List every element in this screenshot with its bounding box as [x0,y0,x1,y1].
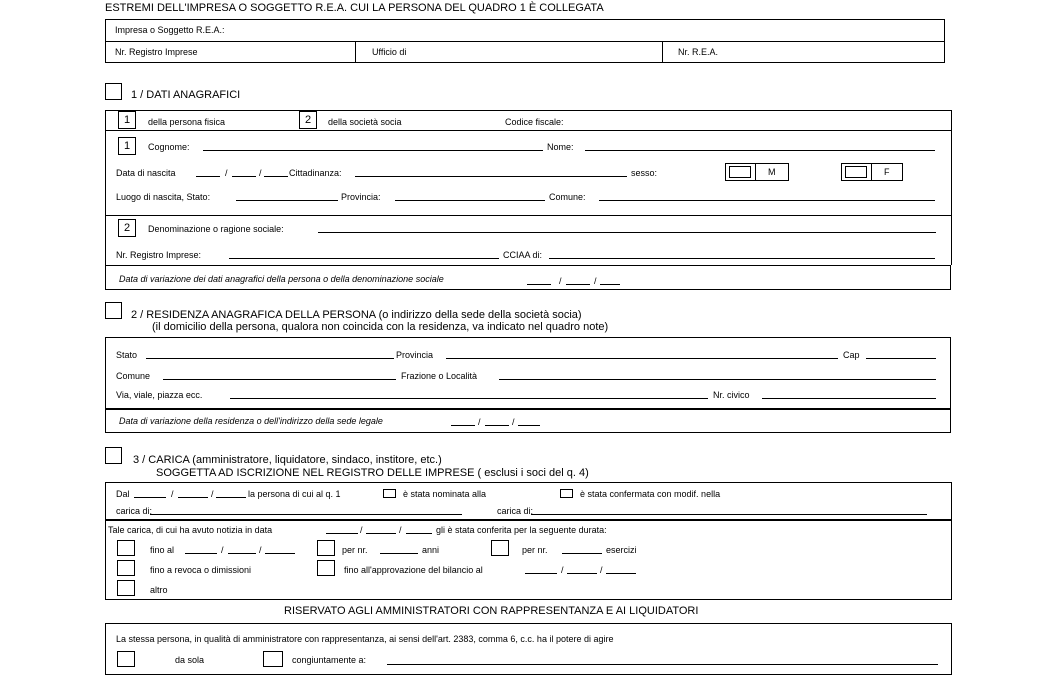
carica-di-input-1[interactable] [150,514,462,515]
slash: / [600,565,603,575]
luogo-nascita-label: Luogo di nascita, Stato: [116,192,211,202]
divider [105,41,945,42]
nominata-label: è stata nominata alla [403,489,487,499]
anni-input[interactable] [380,553,418,554]
data-nascita-label: Data di nascita [116,168,176,178]
stato-label: Stato [116,350,138,360]
confermata-label: è stata confermata con modif. nella [580,489,721,499]
rea-label: Nr. R.E.A. [678,47,719,57]
provincia-input[interactable] [446,358,838,359]
q3-subtitle: SOGGETTA AD ISCRIZIONE NEL REGISTRO DELLE IMPRESE ( esclusi i soci del q. 4) [156,467,589,479]
denominazione-input[interactable] [318,232,936,233]
slash: / [594,276,597,286]
stato-input[interactable] [146,358,394,359]
slash: / [512,417,515,427]
revoca-label: fino a revoca o dimissioni [150,565,252,575]
persona-fisica-label: della persona fisica [148,117,226,127]
stato-nascita-input[interactable] [236,200,338,201]
q1-checkbox[interactable] [105,83,122,100]
registro-imprese-q1-label: Nr. Registro Imprese: [116,250,202,260]
congiuntamente-input[interactable] [387,664,938,665]
comune-nascita-input[interactable] [599,200,935,201]
persona-q1-label: la persona di cui al q. 1 [248,489,341,499]
dal-mm[interactable] [178,497,208,498]
header-title: ESTREMI DELL'IMPRESA O SOGGETTO R.E.A. CUI LA PERSONA DEL QUADRO 1 È COLLEGATA [105,2,604,14]
variazione-res-mm[interactable] [485,425,509,426]
slash: / [171,489,174,499]
comune-label: Comune: [549,192,586,202]
frame-right [951,131,952,265]
via-label: Via, viale, piazza ecc. [116,390,203,400]
via-input[interactable] [230,398,708,399]
q2-title: 2 / RESIDENZA ANAGRAFICA DELLA PERSONA (o indirizzo della sede della società socia) [131,309,582,321]
tale-carica-label: Tale carica, di cui ha avuto notizia in data [108,525,273,535]
slash: / [478,417,481,427]
carica-di-label-1: carica di: [116,506,153,516]
sesso-label: sesso: [631,168,658,178]
anni-label: anni [422,545,440,555]
notizia-mm[interactable] [366,533,396,534]
divider [355,41,356,63]
q2-checkbox[interactable] [105,302,122,319]
provincia-nascita-input[interactable] [395,200,545,201]
sesso-f-label: F [884,167,890,177]
cciaa-label: CCIAA di: [503,250,543,260]
codice-fiscale-label: Codice fiscale: [505,117,564,127]
cognome-input[interactable] [203,150,543,151]
cap-label: Cap [843,350,860,360]
q3-title: 3 / CARICA (amministratore, liquidatore, sindaco, institore, etc.) [133,454,442,466]
slash: / [211,489,214,499]
q1-title: 1 / DATI ANAGRAFICI [131,89,241,101]
carica-di-label-2: carica di: [497,506,534,516]
slash: / [225,168,228,178]
da-sola-checkbox[interactable] [117,651,135,667]
nome-input[interactable] [585,150,935,151]
variazione-yy[interactable] [600,284,620,285]
sesso-f-checkbox[interactable] [845,166,867,178]
esercizi-input[interactable] [562,553,602,554]
bilancio-label: fino all'approvazione del bilancio al [344,565,483,575]
comune-input[interactable] [163,379,396,380]
stessa-persona-label: La stessa persona, in qualità di amministratore con rappresentanza, ai sensi dell'art. 2383, comma 6, c.c. ha il potere di agire [116,634,614,644]
per-nr-anni-label: per nr. [342,545,368,555]
variazione-res-yy[interactable] [518,425,540,426]
divider [871,163,872,181]
notizia-dd[interactable] [326,533,358,534]
dal-dd[interactable] [134,497,166,498]
slash: / [259,545,262,555]
divider [755,163,756,181]
data-nascita-yy[interactable] [264,176,288,177]
slash: / [360,525,363,535]
variazione-dd[interactable] [527,284,551,285]
per-nr-esercizi-label: per nr. [522,545,548,555]
esercizi-checkbox[interactable] [491,540,509,556]
variazione-residenza-label: Data di variazione della residenza o dell'indirizzo della sede legale [119,416,383,426]
cittadinanza-label: Cittadinanza: [289,168,342,178]
cittadinanza-input[interactable] [355,176,627,177]
q1-num-2: 2 [299,111,317,129]
anni-checkbox[interactable] [317,540,335,556]
bilancio-mm[interactable] [567,573,597,574]
slash: / [259,168,262,178]
congiuntamente-checkbox[interactable] [263,651,283,667]
registro-imprese-input[interactable] [229,258,499,259]
fino-al-mm[interactable] [228,553,256,554]
esercizi-label: esercizi [606,545,637,555]
data-nascita-mm[interactable] [232,176,256,177]
slash: / [221,545,224,555]
data-nascita-dd[interactable] [196,176,220,177]
fino-al-label: fino al [150,545,175,555]
q3-checkbox[interactable] [105,447,122,464]
impresa-label: Impresa o Soggetto R.E.A.: [115,25,225,35]
riservato-box [105,623,952,675]
frazione-input[interactable] [499,379,936,380]
confermata-checkbox[interactable] [560,489,573,498]
comune-q2-label: Comune [116,371,151,381]
sesso-m-label: M [768,167,776,177]
fino-al-dd[interactable] [185,553,217,554]
cognome-label: Cognome: [148,142,190,152]
societa-socia-label: della società socia [328,117,402,127]
notizia-yy[interactable] [406,533,432,534]
variazione-mm[interactable] [566,284,590,285]
civico-input[interactable] [762,398,936,399]
nome-label: Nome: [547,142,574,152]
nominata-checkbox[interactable] [383,489,396,498]
riservato-title: RISERVATO AGLI AMMINISTRATORI CON RAPPRESENTANZA E AI LIQUIDATORI [284,605,699,617]
provincia-label: Provincia: [341,192,381,202]
conferita-label: gli è stata conferita per la seguente durata: [436,525,607,535]
dal-label: Dal [116,489,130,499]
q2-subtitle: (il domicilio della persona, qualora non coincida con la residenza, va indicato nel quadro note) [152,321,609,333]
bilancio-yy[interactable] [606,573,636,574]
congiuntamente-label: congiuntamente a: [292,655,367,665]
altro-checkbox[interactable] [117,580,135,596]
provincia-q2-label: Provincia [396,350,434,360]
revoca-checkbox[interactable] [117,560,135,576]
slash: / [561,565,564,575]
cap-input[interactable] [866,358,936,359]
bilancio-dd[interactable] [525,573,557,574]
registro-imprese-label: Nr. Registro Imprese [115,47,198,57]
da-sola-label: da sola [175,655,205,665]
ufficio-label: Ufficio di [372,47,407,57]
variazione-anagrafica-label: Data di variazione dei dati anagrafici della persona o della denominazione sociale [119,274,444,284]
fino-al-checkbox[interactable] [117,540,135,556]
bilancio-checkbox[interactable] [317,560,335,576]
q1-num-1: 1 [118,111,136,129]
q1-num-2b: 2 [118,219,136,237]
slash: / [559,276,562,286]
dal-yy[interactable] [216,497,246,498]
fino-al-yy[interactable] [265,553,295,554]
cciaa-input[interactable] [549,258,935,259]
slash: / [399,525,402,535]
altro-label: altro [150,585,168,595]
divider [662,41,663,63]
q1-num-1b: 1 [118,137,136,155]
civico-label: Nr. civico [713,390,750,400]
variazione-res-dd[interactable] [451,425,475,426]
carica-di-input-2[interactable] [531,514,927,515]
divider [105,215,952,216]
frazione-label: Frazione o Località [401,371,478,381]
sesso-m-checkbox[interactable] [729,166,751,178]
denominazione-label: Denominazione o ragione sociale: [148,224,284,234]
